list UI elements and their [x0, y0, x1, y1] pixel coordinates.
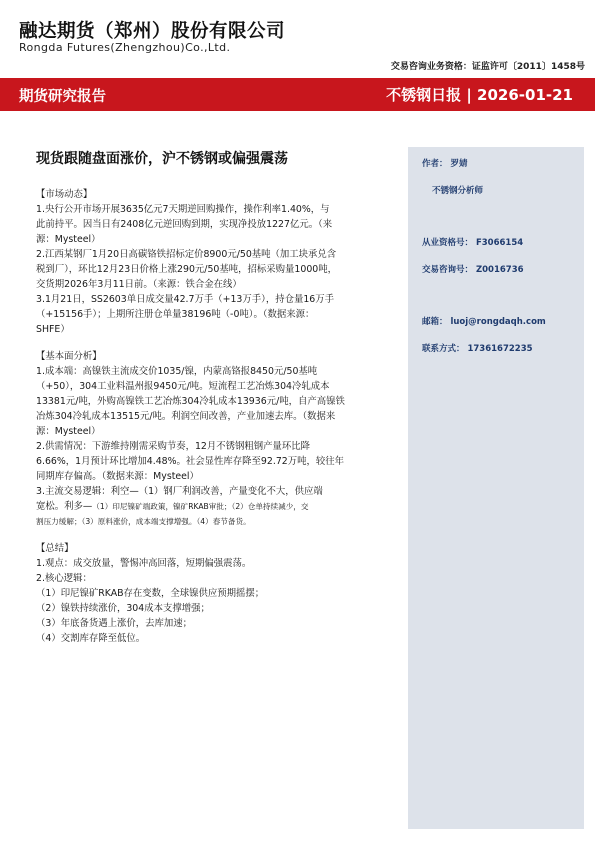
- fundamental-line-start: 宽松。利多—: [36, 501, 93, 512]
- market-line: 交货期2026年3月11日前。（来源：铁合金在线）: [36, 279, 242, 290]
- summary-line: （2）镍铁持续涨价，304成本支撑增强；: [36, 603, 210, 614]
- market-line: 2.江西某钢厂1月20日高碳铬铁招标定价8900元/50基吨（加工块承兑含: [36, 249, 337, 260]
- fundamental-line: 同期库存偏高。（数据来源：Mysteel）: [36, 471, 199, 482]
- report-body: [36, 187, 398, 646]
- report-banner: [0, 78, 595, 111]
- fundamental-line: 2.供需情况：下游维持刚需采购节奏，12月不锈钢粗钢产量环比降: [36, 441, 311, 452]
- summary-line: （3）年底备货遇上涨价，去库加速；: [36, 618, 192, 629]
- report-name-date: 不锈钢日报 | 2026-01-21: [386, 86, 573, 104]
- fundamental-line: （+50），304工业料温州报9450元/吨。短流程工艺冶炼304冷轧成本: [36, 381, 330, 392]
- market-heading: 【市场动态】: [36, 189, 93, 200]
- fundamental-line: 冶炼304冷轧成本13515元/吨。利润空间改善，产业加速去库。（数据来: [36, 411, 336, 422]
- summary-line: 1.观点：成交放量，警惕冲高回落，短期偏强震荡。: [36, 558, 252, 569]
- fundamental-line: 1.成本端：高镍铁主流成交价1035/镍，内蒙高铬报8450元/50基吨: [36, 366, 318, 377]
- summary-line: 2.核心逻辑：: [36, 573, 92, 584]
- author-panel: [408, 147, 584, 829]
- phone-number: 联系方式： 17361672235: [422, 344, 533, 354]
- summary-line: （1）印尼镍矿RKAB存在变数，全球镍供应预期摇摆；: [36, 588, 265, 599]
- fundamental-small-text: 割压力缓解；（3）原料涨价，成本端支撑增强。（4）春节备货。: [36, 517, 251, 526]
- company-name-cn: 融达期货（郑州）股份有限公司: [19, 21, 286, 42]
- market-line: 此前持平。因当日有2408亿元逆回购到期，实现净投放1227亿元。（来: [36, 219, 333, 230]
- market-line: 税到厂），环比12月23日价格上涨290元/50基吨，招标采购量1000吨，: [36, 264, 338, 275]
- summary-section: [36, 541, 398, 646]
- fundamental-line: 源：Mysteel）: [36, 426, 101, 437]
- fundamental-heading: 【基本面分析】: [36, 351, 102, 362]
- fundamental-line: 3.主流交易逻辑：利空—（1）钢厂利润改善，产量变化不大，供应端: [36, 486, 323, 497]
- trade-consult-number: 交易咨询号： Z0016736: [422, 265, 524, 275]
- qualification-text: 交易咨询业务资格：证监许可〔2011〕1458号: [390, 62, 585, 72]
- email-link[interactable]: 邮箱： luoj@rongdaqh.com: [422, 317, 546, 327]
- fundamental-line: 13381元/吨，外购高镍铁工艺冶炼304冷轧成本13936元/吨，自产高镍铁: [36, 396, 345, 407]
- license-number: 从业资格号： F3066154: [422, 238, 524, 248]
- summary-heading: 【总结】: [36, 543, 74, 554]
- fundamental-line: 6.66%，1月预计环比增加4.48%。社会显性库存降至92.72万吨，较往年: [36, 456, 344, 467]
- author-name: 作者： 罗婧: [422, 159, 468, 169]
- market-line: （+15156手）；上期所注册仓单量38196吨（-0吨）。（数据来源：: [36, 309, 315, 320]
- market-line: 源：Mysteel）: [36, 234, 101, 245]
- summary-line: （4）交割库存降至低位。: [36, 633, 146, 644]
- fundamental-small-text: （1）印尼镍矿端政策，镍矿RKAB审批；（2）仓单持续减少，交: [92, 502, 309, 511]
- fundamental-line: [36, 499, 398, 514]
- market-line: 1.央行公开市场开展3635亿元7天期逆回购操作，操作利率1.40%，与: [36, 204, 330, 215]
- market-line: 3.1月21日，SS2603单日成交量42.7万手（+13万手），持仓量16万手: [36, 294, 334, 305]
- company-name-en: Rongda Futures(Zhengzhou)Co.,Ltd.: [19, 41, 231, 54]
- report-title: 现货跟随盘面涨价，沪不锈钢或偏强震荡: [36, 151, 288, 167]
- market-line: SHFE）: [36, 324, 70, 335]
- author-role: 不锈钢分析师: [432, 186, 484, 196]
- fundamental-section: [36, 349, 398, 529]
- market-section: [36, 187, 398, 337]
- report-category: 期货研究报告: [19, 89, 106, 105]
